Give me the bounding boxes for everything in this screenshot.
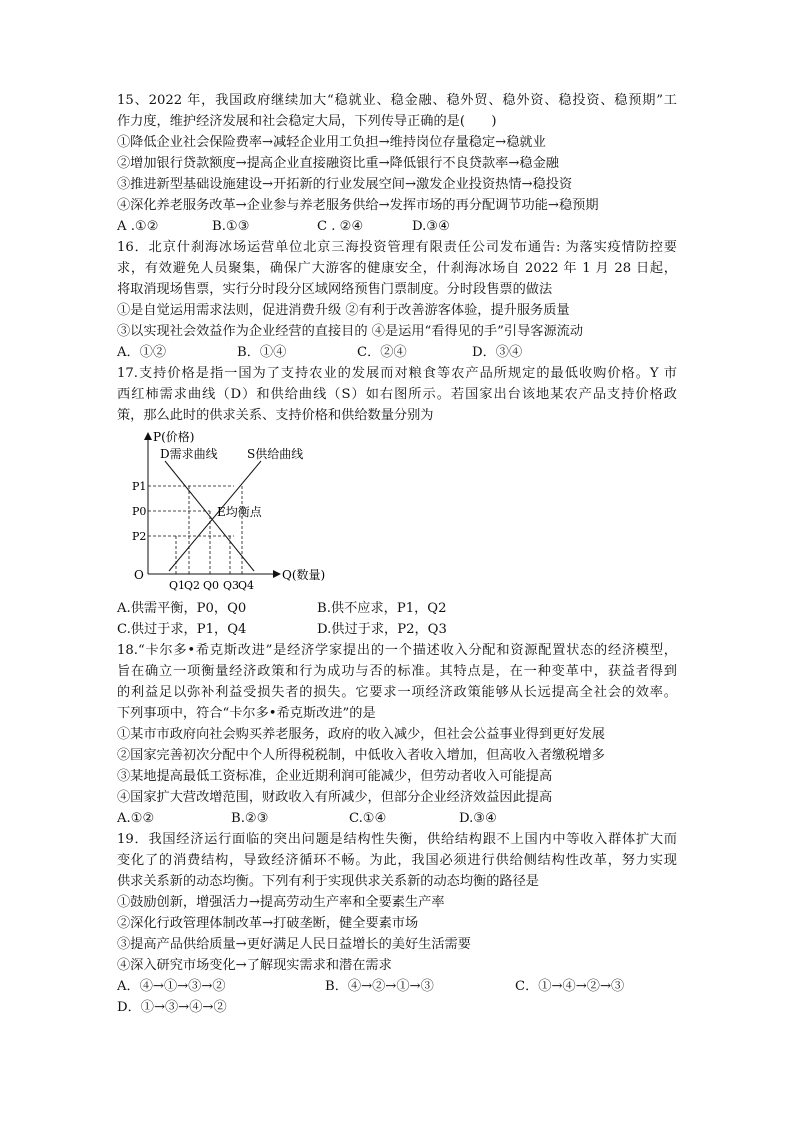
q15-option-a: A .①② (117, 219, 159, 234)
q17-options-row-2 (117, 619, 677, 640)
q16-stem-line-1: 16．北京什刹海冰场运营单位北京三海投资管理有限责任公司发布通告: 为落实疫情防控要 (117, 240, 677, 255)
q18-stem-line-4: 下列事项中，符合“卡尔多•希克斯改进”的是 (117, 706, 376, 721)
q15-option-c: C . ②④ (317, 219, 364, 234)
q16-option-d: D．③④ (472, 345, 523, 360)
p0-label: P0 (132, 505, 147, 518)
origin-label: O (134, 568, 144, 582)
question-18 (117, 640, 677, 829)
q19-option-b: B．④→②→①→③ (325, 979, 434, 994)
q17-options-row-1 (117, 598, 677, 619)
q19-options-row-1 (117, 976, 677, 997)
q18-stem-line-3: 的利益足以弥补利益受损失者的损失。它要求一项经济政策能够从长远提高全社会的效率。 (117, 685, 677, 700)
q15-option-b: B.①③ (212, 219, 250, 234)
q19-option-c: C．①→④→②→③ (515, 979, 625, 994)
q18-stem-line-1: 18.“卡尔多•希克斯改进”是经济学家提出的一个描述收入分配和资源配置状态的经济模型， (117, 643, 677, 658)
q16-option-a: A．①② (117, 345, 167, 360)
supply-demand-graph (117, 426, 677, 598)
question-17 (117, 363, 677, 640)
q16-stem-line-3: 将取消现场售票，实行分时段分区域网络预售门票制度。分时段售票的做法 (117, 282, 553, 297)
q15-item-4: ④深化养老服务改革→企业参与养老服务供给→发挥市场的再分配调节功能→稳预期 (117, 198, 599, 213)
q18-option-b: B.②③ (231, 811, 269, 826)
q16-option-c: C．②④ (357, 345, 407, 360)
q19-options-row-2 (117, 997, 677, 1018)
q15-stem-line-1: 15、2022 年，我国政府继续加大“稳就业、稳金融、稳外贸、稳外资、稳投资、稳预期”工 (117, 93, 677, 108)
q3-label: Q3 (223, 579, 240, 592)
p2-label: P2 (132, 530, 147, 543)
q17-stem-line-2: 西红柿需求曲线（D）和供给曲线（S）如右图所示。若国家出台该地某农产品支持价格政 (117, 387, 677, 402)
q16-stem-line-2: 求，有效避免人员聚集，确保广大游客的健康安全，什刹海冰场自 2022 年 1 月 28 日起， (117, 261, 677, 276)
q19-item-2: ②深化行政管理体制改革→打破垄断，健全要素市场 (117, 916, 419, 931)
q16-option-b: B．①④ (237, 345, 287, 360)
q17-option-a: A.供需平衡，P0，Q0 (117, 601, 247, 616)
q18-item-3: ③某地提高最低工资标准，企业近期利润可能减少，但劳动者收入可能提高 (117, 769, 553, 784)
q18-options (117, 808, 677, 829)
q15-option-d: D.③④ (412, 219, 450, 234)
q16-options (117, 342, 677, 363)
q15-options (117, 216, 677, 237)
equilibrium-label: E均衡点 (217, 505, 262, 519)
q16-item-1: ①是自觉运用需求法则，促进消费升级 ②有利于改善游客体验，提升服务质量 (117, 303, 570, 318)
question-19 (117, 829, 677, 1018)
q18-item-2: ②国家完善初次分配中个人所得税税制，中低收入者收入增加，但高收入者缴税增多 (117, 748, 605, 763)
q18-option-a: A.①② (117, 811, 155, 826)
y-axis-label: P(价格) (153, 430, 195, 444)
p1-label: P1 (132, 480, 147, 493)
q18-item-4: ④国家扩大营改增范围，财政收入有所减少，但部分企业经济效益因此提高 (117, 790, 553, 805)
q15-item-2: ②增加银行贷款额度→提高企业直接融资比重→降低银行不良贷款率→稳金融 (117, 156, 559, 171)
q19-item-3: ③提高产品供给质量→更好满足人民日益增长的美好生活需要 (117, 937, 471, 952)
q19-option-d: D．①→③→④→② (117, 1000, 227, 1015)
exam-page (117, 90, 677, 1018)
q18-stem-line-2: 旨在确立一项衡量经济政策和行为成功与否的标准。其特点是，在一种变革中，获益者得到 (117, 664, 677, 679)
q17-stem-line-1: 17.支持价格是指一国为了支持农业的发展而对粮食等农产品所规定的最低收购价格。Y 市 (117, 366, 677, 381)
q18-item-1: ①某市市政府向社会购买养老服务，政府的收入减少，但社会公益事业得到更好发展 (117, 727, 605, 742)
q19-stem-line-1: 19．我国经济运行面临的突出问题是结构性失衡，供给结构跟不上国内中等收入群体扩大而 (117, 832, 677, 847)
q19-stem-line-2: 变化了的消费结构，导致经济循环不畅。为此，我国必须进行供给侧结构性改革，努力实现 (117, 853, 677, 868)
q15-item-3: ③推进新型基础设施建设→开拓新的行业发展空间→激发企业投资热情→稳投资 (117, 177, 573, 192)
question-16 (117, 237, 677, 363)
q17-stem-line-3: 策，那么此时的供求关系、支持价格和供给数量分别为 (117, 408, 434, 423)
q15-stem-line-2: 作力度，维护经济发展和社会稳定大局，下列传导正确的是( ) (117, 114, 497, 129)
q17-option-d: D.供过于求，P2，Q3 (317, 622, 447, 637)
q18-option-d: D.③④ (459, 811, 497, 826)
question-15 (117, 90, 677, 237)
q15-item-1: ①降低企业社会保险费率→减轻企业用工负担→维持岗位存量稳定→稳就业 (117, 135, 546, 150)
supply-label: S供给曲线 (247, 447, 304, 461)
q2-label: Q2 (184, 579, 201, 592)
q17-option-c: C.供过于求，P1，Q4 (117, 622, 247, 637)
q17-option-b: B.供不应求，P1，Q2 (317, 601, 447, 616)
x-axis-label: Q(数量) (282, 568, 326, 582)
q16-item-2: ③以实现社会效益作为企业经营的直接目的 ④是运用“看得见的手”引导客源流动 (117, 324, 584, 339)
supply-demand-svg (117, 426, 357, 598)
q18-option-c: C.①④ (349, 811, 387, 826)
q1-label: Q1 (169, 579, 186, 592)
q19-item-4: ④深入研究市场变化→了解现实需求和潜在需求 (117, 958, 392, 973)
q19-option-a: A．④→①→③→② (117, 979, 226, 994)
q19-item-1: ①鼓励创新，增强活力→提高劳动生产率和全要素生产率 (117, 895, 445, 910)
q4-label: Q4 (238, 579, 255, 592)
q0-label: Q0 (203, 579, 220, 592)
q19-stem-line-3: 供求关系新的动态均衡。下列有利于实现供求关系新的动态均衡的路径是 (117, 874, 539, 889)
demand-label: D需求曲线 (160, 447, 218, 461)
